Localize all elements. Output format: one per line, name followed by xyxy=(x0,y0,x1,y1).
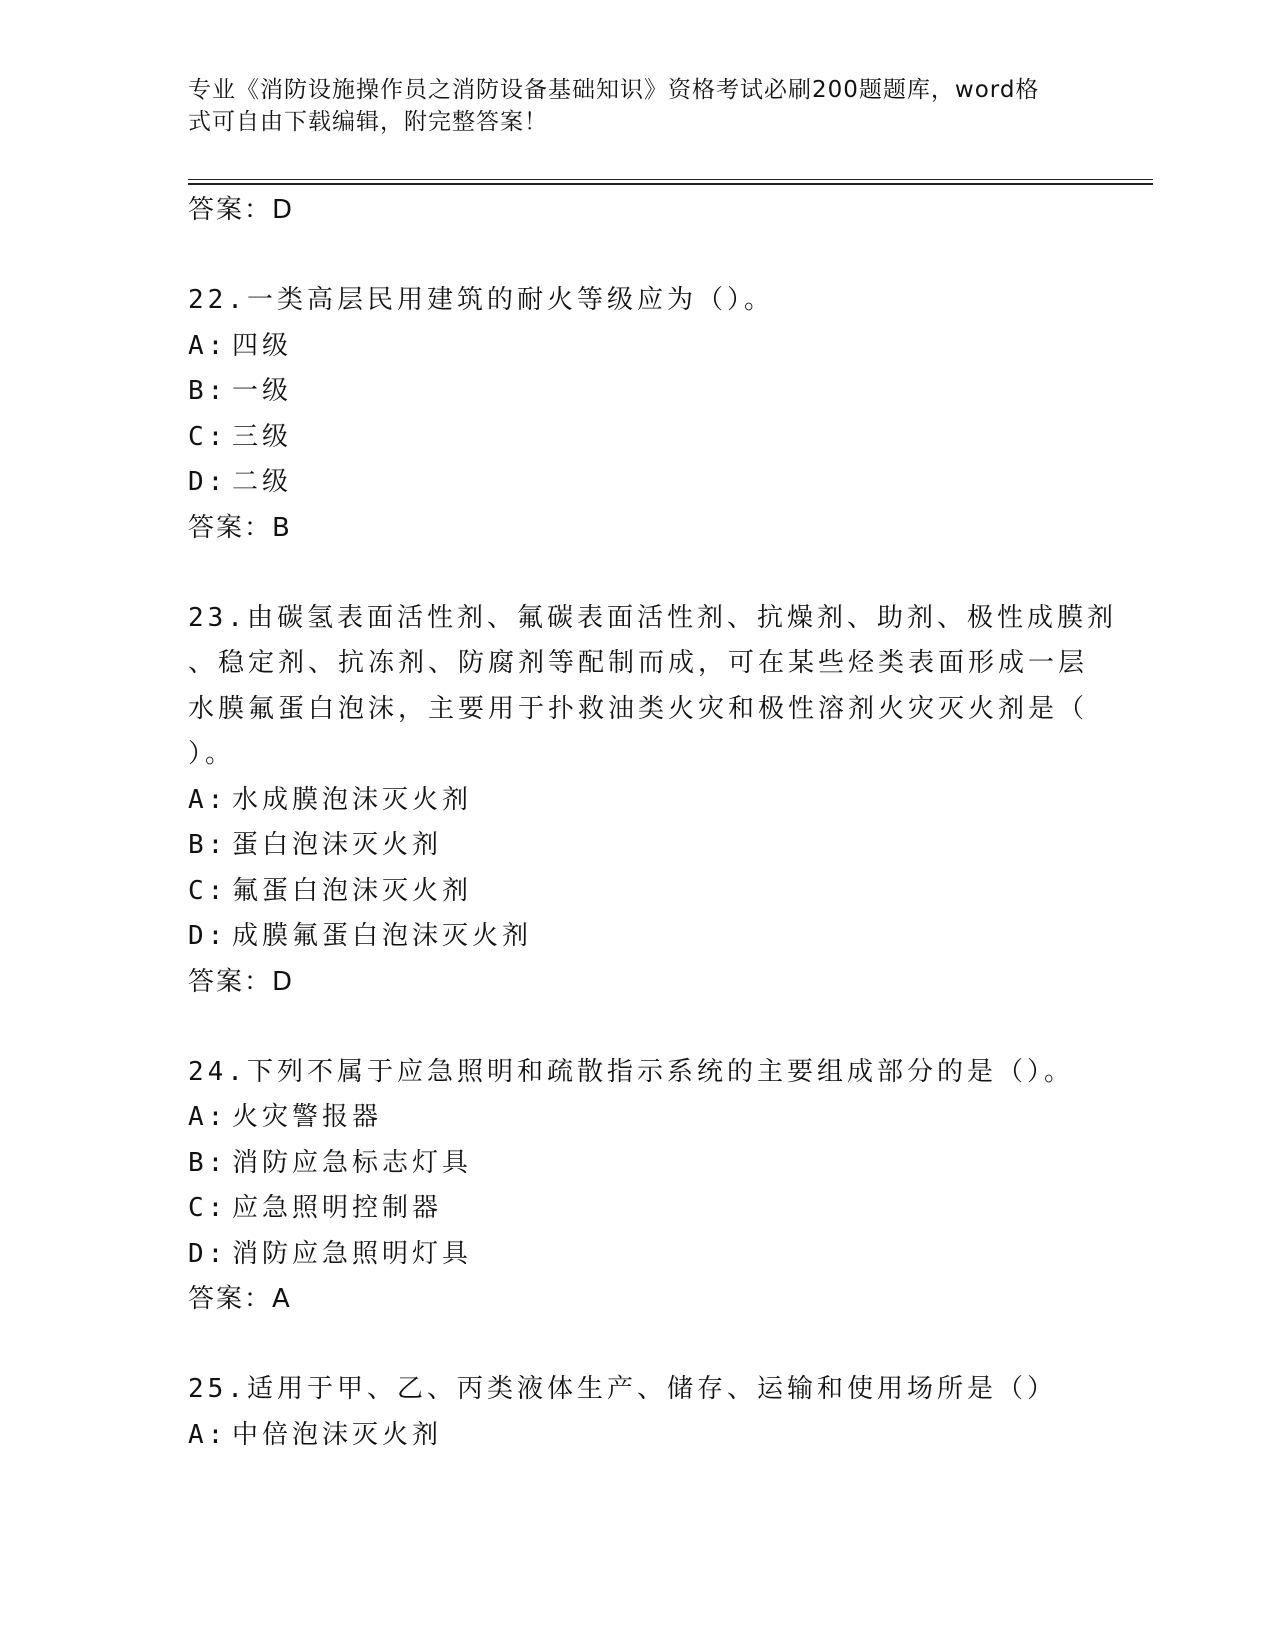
answer-line: 答案：A xyxy=(188,1284,292,1314)
spacer xyxy=(188,1323,1088,1367)
option-b xyxy=(188,369,1088,415)
option-a xyxy=(188,778,1088,824)
option-a xyxy=(188,1413,1088,1459)
option-letter: B: xyxy=(188,376,228,406)
option-text: 四级 xyxy=(232,330,293,361)
option-letter: B: xyxy=(188,1147,228,1178)
option-d xyxy=(188,460,1088,506)
option-d xyxy=(188,1232,1088,1278)
spacer xyxy=(188,1006,1088,1050)
answer-line: 答案：D xyxy=(188,195,295,225)
spacer xyxy=(188,552,1088,596)
option-a xyxy=(188,1095,1088,1141)
answer-line: 答案：D xyxy=(188,966,295,997)
question-block xyxy=(188,596,1117,1006)
header-line-1: 专业《消防设施操作员之消防设备基础知识》资格考试必刷200题题库，word格 xyxy=(188,77,1040,103)
option-letter: A: xyxy=(188,1419,228,1450)
question-text-line: 、稳定剂、抗冻剂、防腐剂等配制而成，可在某些烃类表面形成一层 xyxy=(188,648,1089,678)
question-list xyxy=(188,188,1117,1458)
option-text: 水成膜泡沫灭火剂 xyxy=(232,784,473,815)
question-text-line: 23.由碳氢表面活性剂、氟碳表面活性剂、抗燥剂、助剂、极性成膜剂 xyxy=(188,602,1117,633)
question-text-line: ）。 xyxy=(188,739,236,769)
document-header xyxy=(188,74,1088,138)
question-text-line: 22.一类高层民用建筑的耐火等级应为（）。 xyxy=(188,285,774,315)
option-a xyxy=(188,324,1088,370)
option-c xyxy=(188,869,1088,915)
option-text: 消防应急照明灯具 xyxy=(232,1238,473,1269)
option-letter: C: xyxy=(188,875,228,906)
option-letter: D: xyxy=(188,1238,228,1269)
option-letter: C: xyxy=(188,1193,228,1223)
option-letter: D: xyxy=(188,921,228,951)
question-block xyxy=(188,1367,1088,1458)
option-letter: B: xyxy=(188,830,228,860)
option-text: 中倍泡沫灭火剂 xyxy=(232,1419,443,1450)
option-text: 三级 xyxy=(232,421,293,452)
option-text: 消防应急标志灯具 xyxy=(232,1147,473,1178)
option-text: 成膜氟蛋白泡沫灭火剂 xyxy=(232,921,533,951)
option-letter: C: xyxy=(188,421,228,452)
question-block xyxy=(188,1050,1088,1324)
answer-line: 答案：B xyxy=(188,512,292,543)
option-b xyxy=(188,1141,1088,1187)
question-text-line: 25.适用于甲、乙、丙类液体生产、储存、运输和使用场所是（） xyxy=(188,1374,1057,1404)
header-line-2: 式可自由下载编辑，附完整答案！ xyxy=(188,109,548,135)
option-text: 应急照明控制器 xyxy=(232,1193,443,1223)
header-divider-thick xyxy=(188,183,1153,185)
option-letter: D: xyxy=(188,467,228,497)
option-text: 一级 xyxy=(232,376,293,406)
question-block xyxy=(188,278,1088,552)
option-letter: A: xyxy=(188,784,228,815)
header-divider-thin xyxy=(188,179,1153,180)
option-text: 火灾警报器 xyxy=(232,1102,383,1132)
option-c xyxy=(188,1186,1088,1232)
option-letter: A: xyxy=(188,1102,228,1132)
option-text: 氟蛋白泡沫灭火剂 xyxy=(232,875,473,906)
question-text-line: 水膜氟蛋白泡沫，主要用于扑救油类火灾和极性溶剂火灾灭火剂是（ xyxy=(188,693,1089,724)
question-text-line: 24.下列不属于应急照明和疏散指示系统的主要组成部分的是（）。 xyxy=(188,1056,1074,1087)
option-text: 蛋白泡沫灭火剂 xyxy=(232,830,443,860)
option-letter: A: xyxy=(188,330,228,361)
option-d xyxy=(188,914,1088,960)
spacer xyxy=(188,234,1088,278)
option-text: 二级 xyxy=(232,467,293,497)
option-c xyxy=(188,415,1088,461)
option-b xyxy=(188,823,1088,869)
